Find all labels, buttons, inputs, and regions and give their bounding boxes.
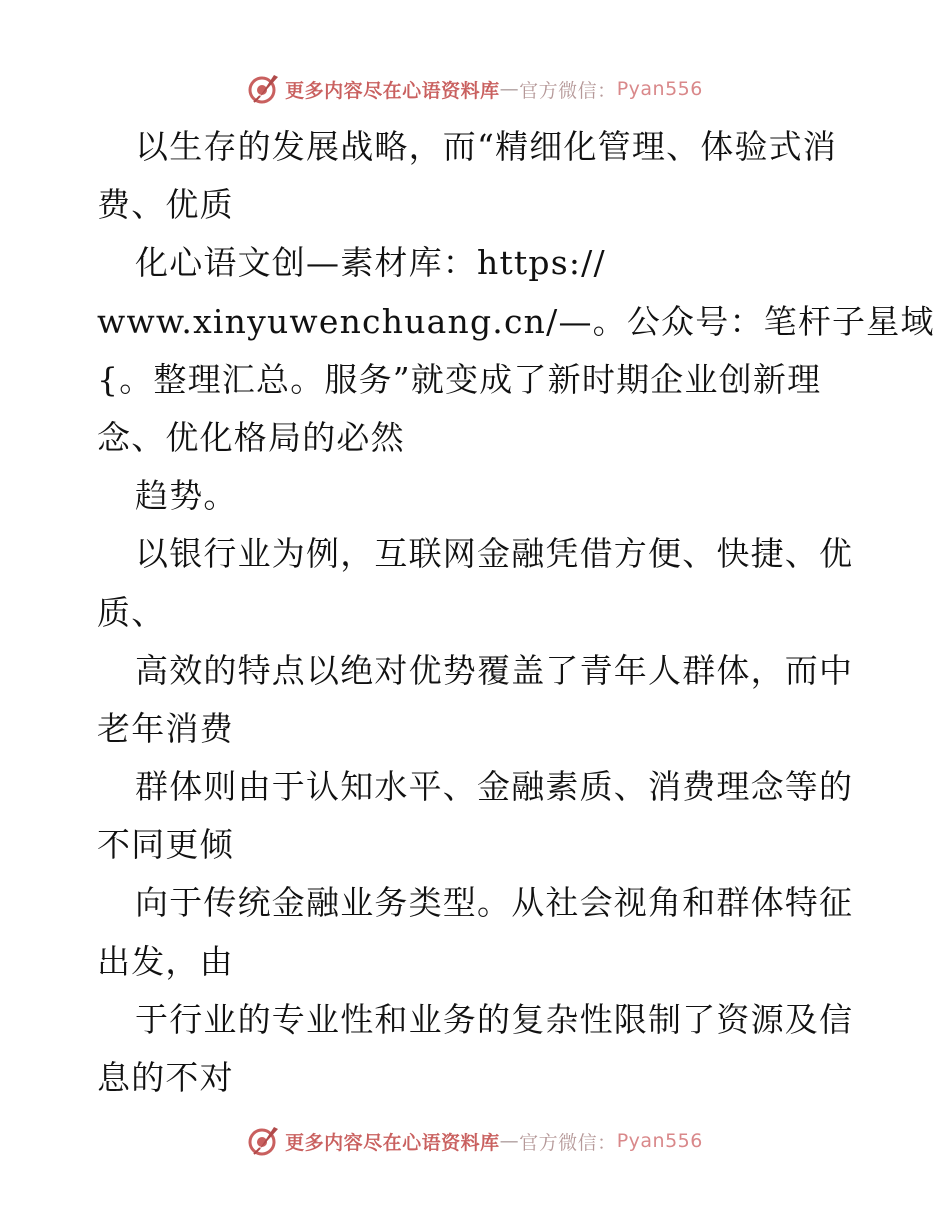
body-line: 老年消费 [97, 708, 234, 748]
quill-pen-logo-icon [247, 72, 281, 106]
body-line: 念、优化格局的必然 [97, 417, 405, 457]
quill-pen-logo-icon [247, 1124, 281, 1158]
body-line: 以生存的发展战略，而“精细化管理、体验式消 [135, 127, 838, 166]
body-line: 出发，由 [97, 941, 234, 981]
body-line: {。整理汇总。服务”就变成了新时期企业创新理 [97, 359, 822, 399]
body-line: 以银行业为例，互联网金融凭借方便、快捷、优 [135, 534, 854, 574]
footer-brand-text: 更多内容尽在心语资料库 [285, 1131, 500, 1154]
body-line: www.xinyuwenchuang.cn/—。公众号：笔杆子星域 [97, 301, 935, 341]
footer-separator: — [499, 1130, 520, 1152]
body-line: 化心语文创—素材库：https:// [135, 243, 606, 283]
header-brand-text: 更多内容尽在心语资料库 [285, 79, 500, 102]
header-wechat-id: Pyan556 [616, 78, 703, 100]
body-line: 群体则由于认知水平、金融素质、消费理念等的 [135, 767, 854, 807]
header-watermark [0, 72, 950, 106]
body-line: 质、 [97, 592, 166, 632]
header-separator: — [499, 78, 520, 100]
body-line: 趋势。 [135, 476, 238, 516]
footer-official-label: 官方微信： [519, 1131, 617, 1154]
header-official-label: 官方微信： [519, 79, 617, 102]
footer-watermark [0, 1124, 950, 1158]
body-line: 不同更倾 [97, 825, 234, 865]
footer-wechat-id: Pyan556 [616, 1130, 703, 1152]
body-line: 息的不对 [97, 1058, 234, 1097]
body-line: 向于传统金融业务类型。从社会视角和群体特征 [135, 883, 854, 923]
body-line: 费、优质 [97, 185, 234, 225]
body-line: 于行业的专业性和业务的复杂性限制了资源及信 [135, 999, 854, 1039]
body-line: 高效的特点以绝对优势覆盖了青年人群体，而中 [135, 650, 854, 690]
document-body [97, 118, 935, 1107]
